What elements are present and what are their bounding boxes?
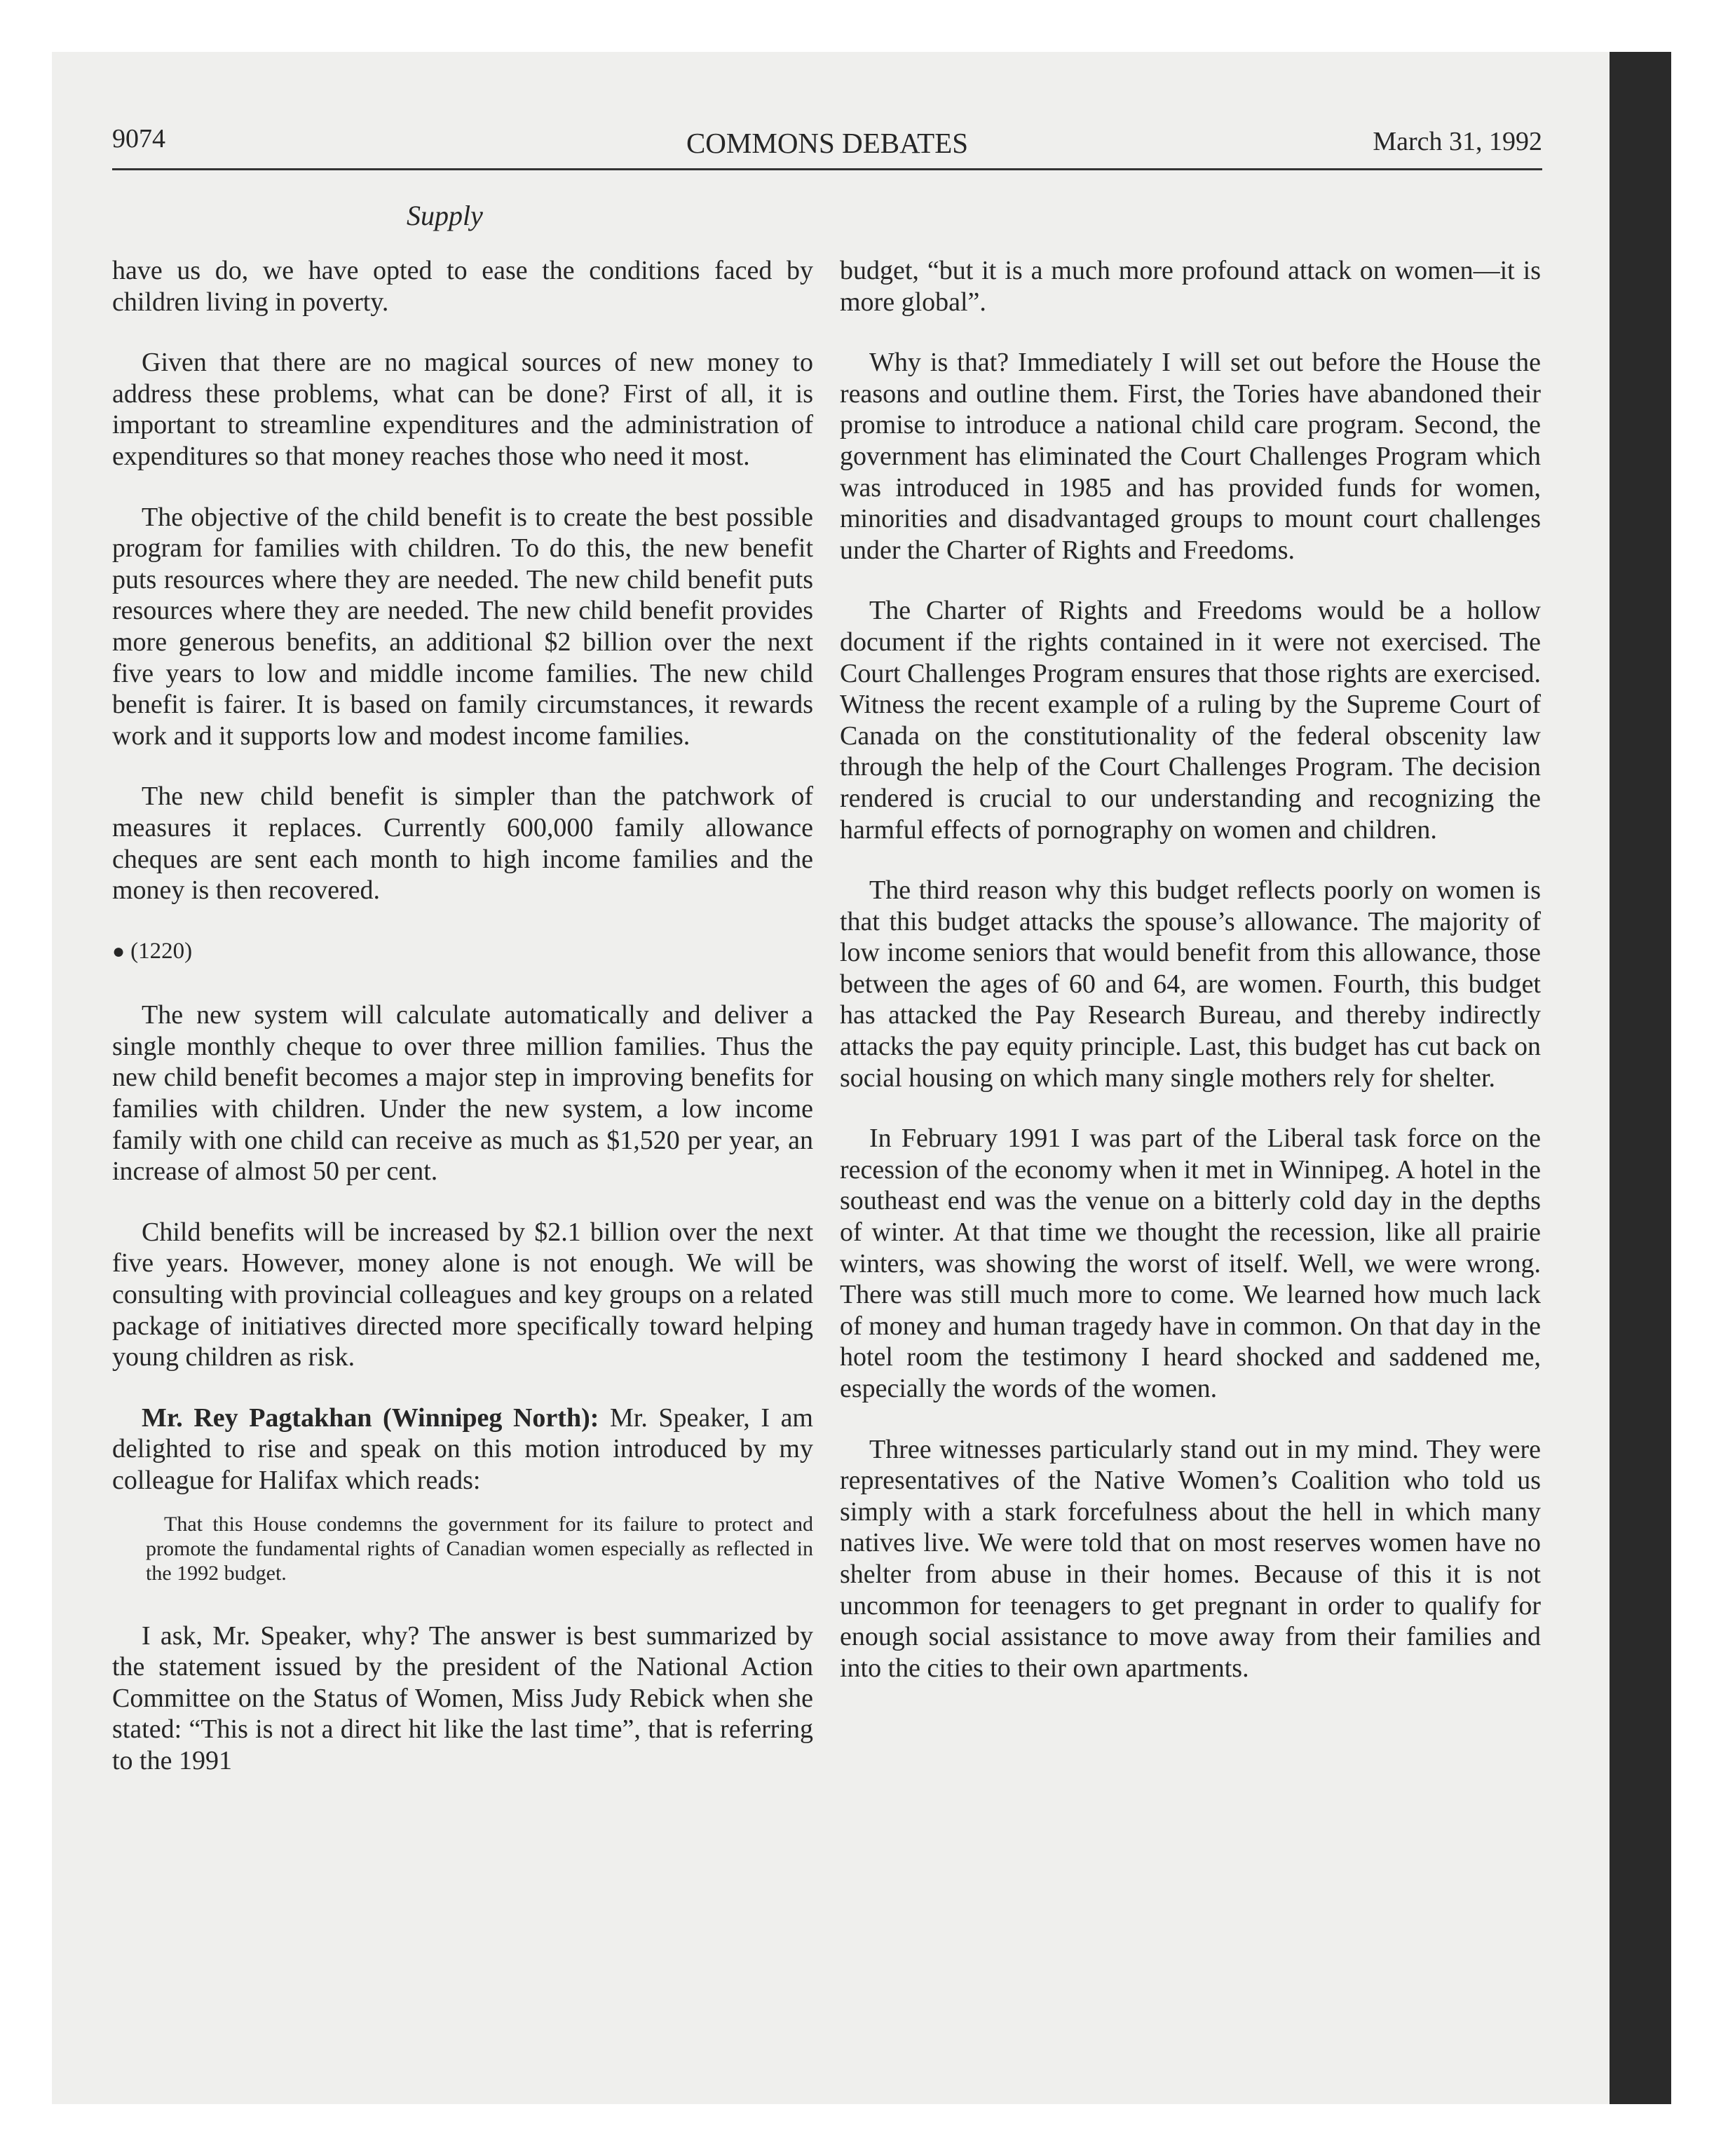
right-column (840, 255, 1541, 1713)
paragraph: Three witnesses particularly stand out in my mind. They were representatives of the Native Women’s Coalition who told us simply with a stark forcefulness about the hell in which many natives live. We were told that on most reserves women have no shelter from abuse in their homes. Because of this it is not uncommon for teenagers to get pregnant in order to qualify for enough social assistance to move away from their families and into the cities to their own apartments. (840, 1434, 1541, 1683)
paragraph: Why is that? Immediately I will set out before the House the reasons and outline them. First, the Tories have abandoned their promise to introduce a national child care program. Second, the government has eliminated the Court Challenges Program which was introduced in 1985 and has provided funds for women, minorities and disadvantaged groups to mount court challenges under the Charter of Rights and Freedoms. (840, 348, 1541, 565)
page-number: 9074 (112, 124, 165, 153)
paragraph: Child benefits will be increased by $2.1 billion over the next five years. However, money alone is not enough. We will be consulting with provincial colleagues and key groups on a related package of initiatives directed more specifically toward helping young children as risk. (112, 1217, 813, 1372)
speaker-name: Mr. Rey Pagtakhan (Winnipeg North): (142, 1403, 599, 1433)
paragraph: The Charter of Rights and Freedoms would be a hollow document if the rights contained in it were not exercised. The Court Challenges Program ensures that those rights are exercised. Witness the recent example of a ruling by the Supreme Court of Canada on the constitutionality of the federal obscenity law through the help of the Court Challenges Program. The decision rendered is crucial to our understanding and recognizing the harmful effects of pornography on women and children. (840, 596, 1541, 845)
speaker-text: Mr. Speaker, I am delighted to rise and speak on this motion introduced by my colleague for Halifax which reads: (112, 1403, 813, 1495)
scan-edge-shadow (1610, 52, 1671, 2104)
page-header (112, 123, 1542, 170)
paragraph: The third reason why this budget reflects poorly on women is that this budget attacks the spouse’s allowance. The majority of low income seniors that would benefit from this allowance, those between the ages of 60 and 64, are women. Fourth, this budget has attacked the Pay Research Bureau, and thereby indirectly attacks the pay equity principle. Last, this budget has cut back on social housing on which many single mothers rely for shelter. (840, 875, 1541, 1093)
paragraph: Given that there are no magical sources of new money to address these problems, what can be done? First of all, it is important to streamline expenditures and the administration of expenditures so that money reaches those who need it most. (112, 348, 813, 471)
section-title: Supply (407, 200, 483, 231)
header-rule (112, 168, 1542, 170)
paragraph: The new system will calculate automatically and deliver a single monthly cheque to over three million families. Thus the new child benefit becomes a major step in improving benefits for families with children. Under the new system, a low income family with one child can receive as much as $1,520 per year, an increase of almost 50 per cent. (112, 1000, 813, 1187)
paragraph: have us do, we have opted to ease the conditions faced by children living in poverty. (112, 256, 813, 317)
motion-quote: That this House condemns the government for its failure to protect and promote the fundamental rights of Canadian women especially as reflected in the 1992 budget. (146, 1512, 813, 1585)
paragraph: The new child benefit is simpler than the patchwork of measures it replaces. Currently 600,000 family allowance cheques are sent each month to high income families and the money is then recovered. (112, 782, 813, 906)
paragraph: budget, “but it is a much more profound attack on women—it is more global”. (840, 256, 1541, 317)
time-marker (112, 936, 813, 968)
paragraph: The objective of the child benefit is to create the best possible program for families with children. To do this, the new benefit puts resources where they are needed. The new child benefit puts resources where they are needed. The new child benefit provides more generous benefits, an additional $2 billion over the next five years to low and middle income families. The new child benefit is fairer. It is based on family circumstances, it rewards work and it supports low and modest income families. (112, 502, 813, 751)
left-column (112, 255, 813, 1806)
time-marker-text: (1220) (130, 938, 193, 964)
page-date: March 31, 1992 (1373, 127, 1542, 156)
paragraph: In February 1991 I was part of the Liberal task force on the recession of the economy when it met in Winnipeg. A hotel in the southeast end was the venue on a bitterly cold day in the depths of winter. At that time we thought the recession, like all prairie winters, was showing the worst of itself. Well, we were wrong. There was still much more to come. We learned how much lack of money and human tragedy have in common. On that day in the hotel room the testimony I heard shocked and saddened me, especially the words of the women. (840, 1124, 1541, 1403)
speaker-paragraph (112, 1403, 813, 1496)
paragraph: I ask, Mr. Speaker, why? The answer is best summarized by the statement issued by the president of the National Action Committee on the Status of Women, Miss Judy Rebick when she stated: “This is not a direct hit like the last time”, that is referring to the 1991 (112, 1621, 813, 1775)
journal-title: COMMONS DEBATES (686, 127, 969, 159)
bullet-icon: ● (112, 939, 125, 963)
